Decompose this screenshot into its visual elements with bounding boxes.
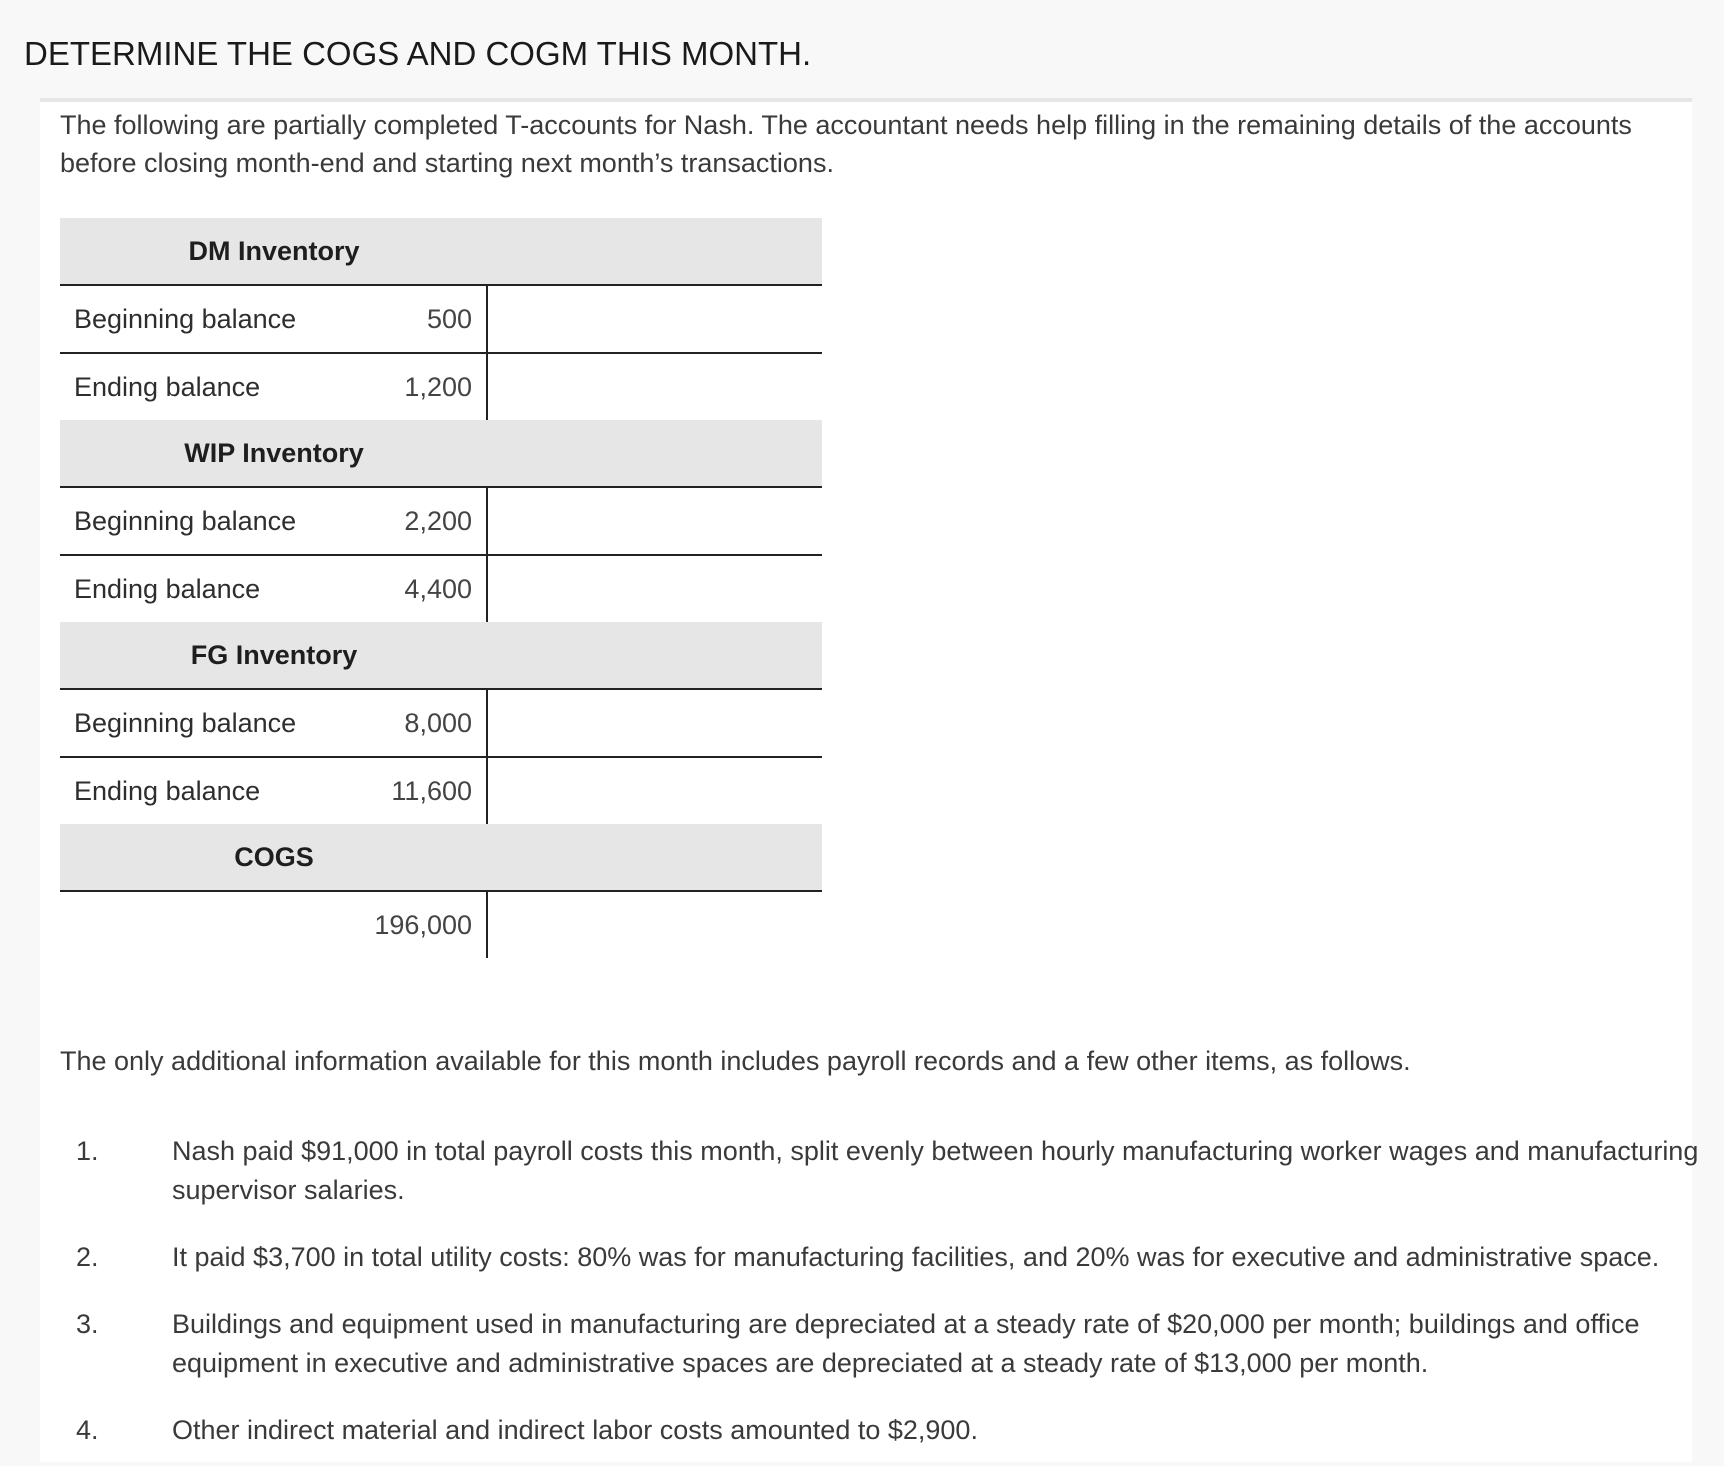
credit-cell <box>488 286 822 352</box>
debit-value: 4,400 <box>360 556 488 622</box>
question-panel <box>40 98 1699 1462</box>
list-item <box>60 1305 1700 1383</box>
account-row <box>60 556 822 622</box>
debit-value: 500 <box>360 286 488 352</box>
account-header-fg-inventory <box>60 622 822 690</box>
account-name: COGS <box>234 842 314 872</box>
intro-text: The following are partially completed T-accounts for Nash. The accountant needs help filling in the remaining details of the accounts before closing month-end and starting next month’s transactions. <box>60 110 1632 178</box>
list-number: 3. <box>76 1309 99 1339</box>
list-item <box>60 1411 1700 1450</box>
credit-cell <box>488 690 822 756</box>
debit-value: 8,000 <box>360 690 488 756</box>
debit-value: 11,600 <box>360 758 488 824</box>
credit-cell <box>488 758 822 824</box>
account-row <box>60 286 822 354</box>
account-name: DM Inventory <box>188 236 360 266</box>
row-label: Beginning balance <box>74 304 297 334</box>
account-row <box>60 488 822 556</box>
debit-value: 2,200 <box>360 488 488 554</box>
row-label: Ending balance <box>74 776 261 806</box>
t-accounts <box>60 218 822 958</box>
account-header-cogs <box>60 824 822 892</box>
account-header-wip-inventory <box>60 420 822 488</box>
credit-cell <box>488 488 822 554</box>
additional-info-text: The only additional information available for this month includes payroll records and a few other items, as follows. <box>60 1046 1411 1076</box>
list-text: Nash paid $91,000 in total payroll costs this month, split evenly between hourly manufacturing worker wages and manufacturing supervisor salaries. <box>172 1136 1699 1205</box>
list-number: 2. <box>76 1242 99 1272</box>
credit-cell <box>488 354 822 420</box>
list-item <box>60 1132 1700 1210</box>
credit-cell <box>488 892 822 958</box>
row-label <box>60 892 360 958</box>
account-row <box>60 758 822 824</box>
list-text: Buildings and equipment used in manufacturing are depreciated at a steady rate of $20,000 per month; buildings and office equipment in executive and administrative spaces are depreciated at a steady rate of $13,000 per month. <box>172 1309 1640 1378</box>
list-text: Other indirect material and indirect labor costs amounted to $2,900. <box>172 1415 978 1445</box>
list-number: 4. <box>76 1415 99 1445</box>
account-row <box>60 892 822 958</box>
account-name: WIP Inventory <box>184 438 364 468</box>
row-label: Beginning balance <box>74 506 297 536</box>
list-item <box>60 1238 1700 1277</box>
row-label: Beginning balance <box>74 708 297 738</box>
page-title: DETERMINE THE COGS AND COGM THIS MONTH. <box>24 35 812 72</box>
account-name: FG Inventory <box>190 640 358 670</box>
row-label: Ending balance <box>74 372 261 402</box>
row-label: Ending balance <box>74 574 261 604</box>
debit-value: 1,200 <box>360 354 488 420</box>
list-number: 1. <box>76 1136 99 1166</box>
account-row <box>60 690 822 758</box>
info-list <box>60 1132 1700 1450</box>
credit-cell <box>488 556 822 622</box>
account-row <box>60 354 822 420</box>
debit-value: 196,000 <box>360 892 488 958</box>
account-header-dm-inventory <box>60 218 822 286</box>
list-text: It paid $3,700 in total utility costs: 80% was for manufacturing facilities, and 20% was for executive and administrative space. <box>172 1242 1660 1272</box>
